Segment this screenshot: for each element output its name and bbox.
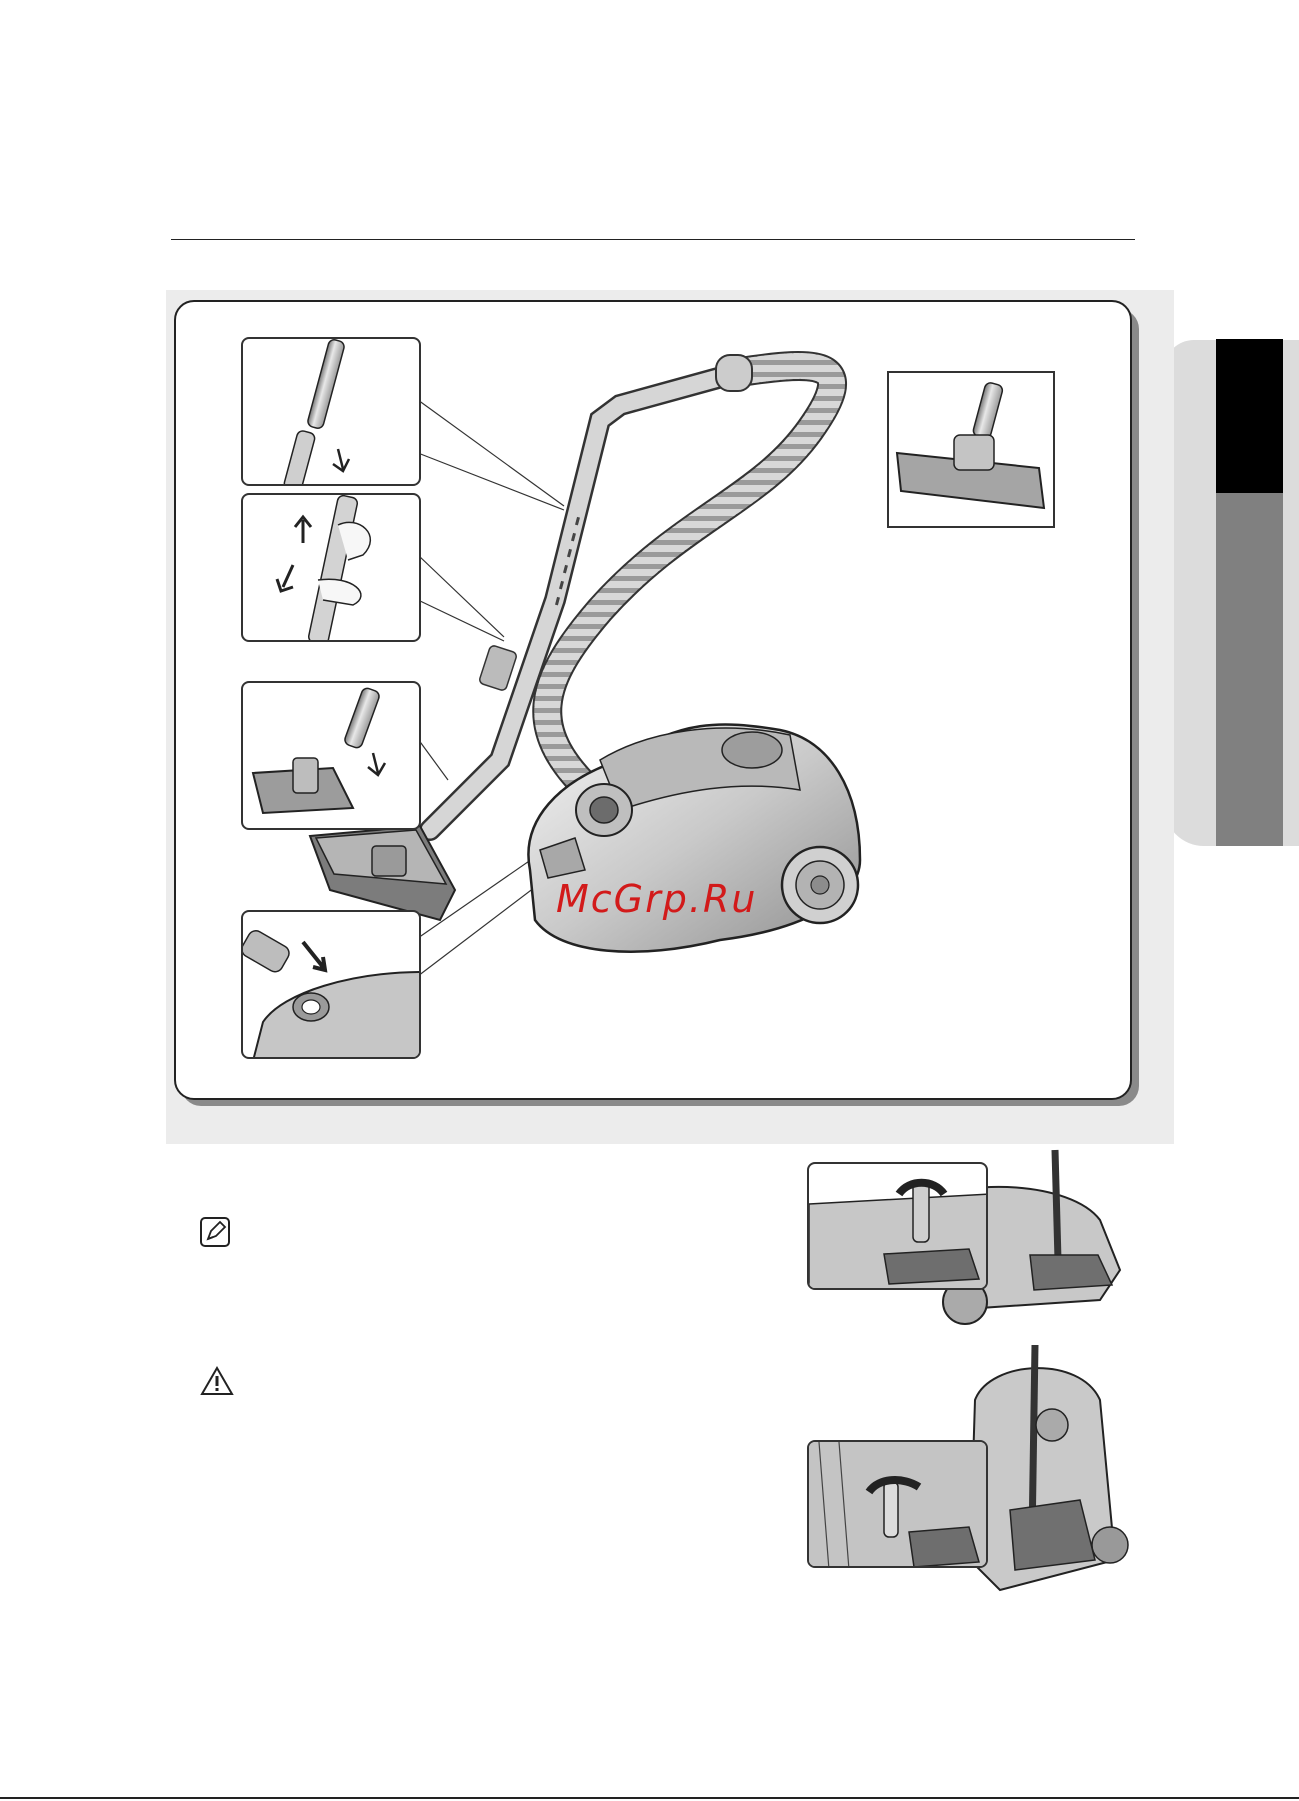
inset-floor-brush xyxy=(887,371,1055,528)
footer-rule xyxy=(0,1797,1299,1799)
note-pencil-icon xyxy=(200,1217,230,1247)
inset-brush-attach xyxy=(241,681,421,830)
pipe-slider-button xyxy=(479,645,518,692)
watermark-text: McGrp.Ru xyxy=(556,877,758,921)
warning-triangle-icon xyxy=(200,1366,234,1396)
inset-pipe-connect xyxy=(241,337,421,486)
inset-parking-horizontal xyxy=(807,1162,988,1290)
parking-vacuum-drawing-2 xyxy=(970,1345,1128,1590)
inset-length-adjust xyxy=(241,493,421,642)
inset-parking-vertical xyxy=(807,1440,988,1568)
handle-joint xyxy=(716,355,752,391)
inset-hose-insert xyxy=(241,910,421,1059)
